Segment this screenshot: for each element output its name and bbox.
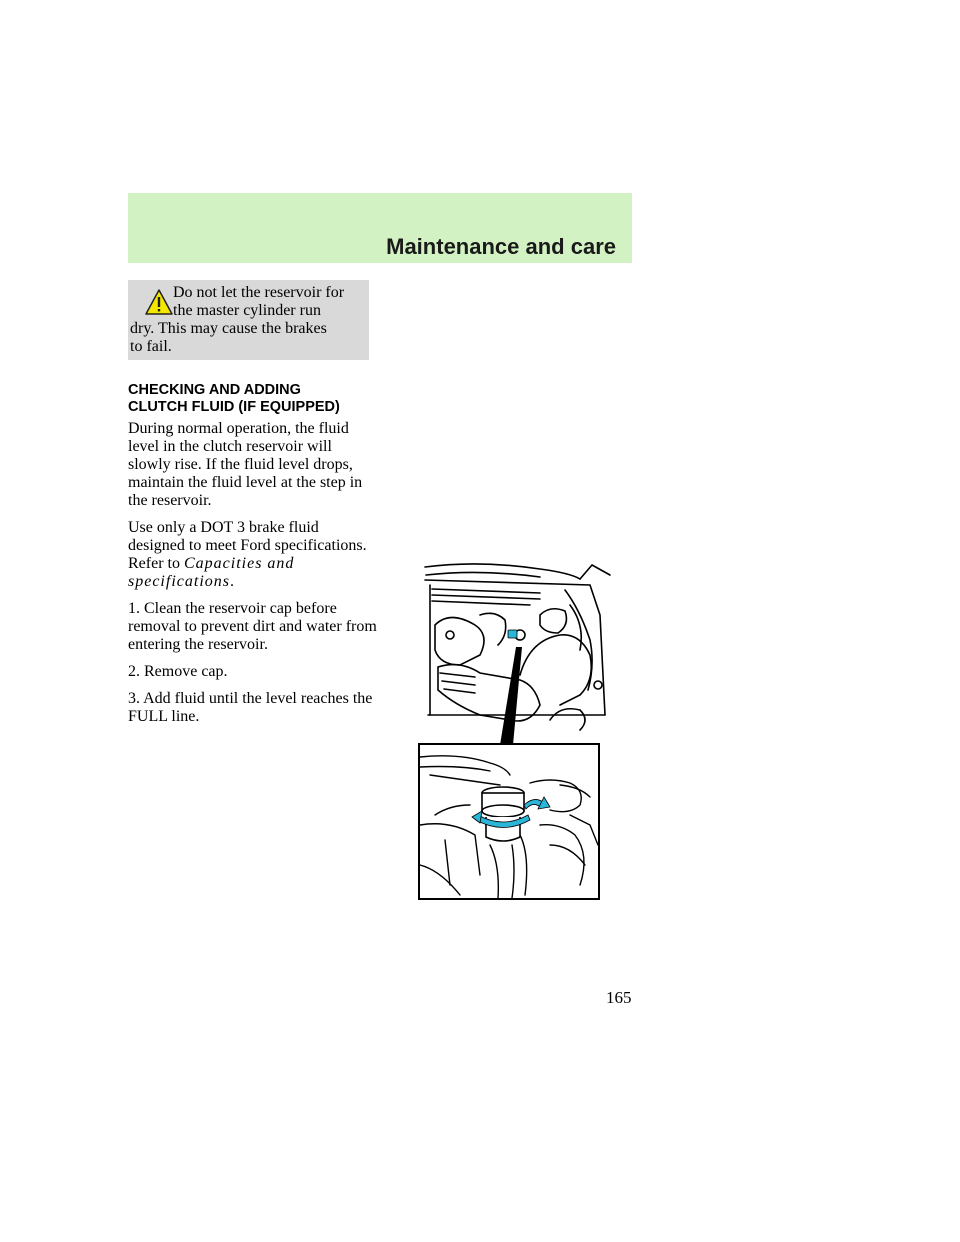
reservoir-cap-drawing [420, 745, 598, 898]
capacities-reference: Capacities and specifications [128, 555, 295, 590]
step-2: 2. Remove cap. [128, 663, 228, 680]
dot3-text: Use only a DOT 3 brake fluid designed to meet Ford specifications. Refer to [128, 519, 367, 572]
step-3: 3. Add fluid until the level reaches the FULL line. [128, 690, 373, 725]
warning-text [128, 284, 364, 356]
section-heading [128, 382, 388, 416]
paragraph-dot3 [128, 519, 378, 591]
heading-line: CLUTCH FLUID (IF EQUIPPED) [128, 399, 340, 415]
engine-compartment-illustration [420, 555, 620, 745]
reservoir-cap-detail-illustration [418, 743, 600, 900]
warning-line: the master cylinder run [173, 302, 321, 319]
heading-line: CHECKING AND ADDING [128, 382, 301, 398]
warning-line: Do not let the reservoir for [173, 284, 345, 301]
section-title: Maintenance and care [386, 234, 616, 259]
warning-line: to fail. [130, 338, 172, 355]
paragraph-fluid-level: During normal operation, the fluid level in the clutch reservoir will slowly rise. If the fluid level drops, maintain the fluid level at the step in the reservoir. [128, 420, 363, 509]
body-text [128, 420, 378, 735]
section-header-band [128, 193, 632, 263]
warning-line: dry. This may cause the brakes [130, 320, 327, 337]
dot3-end: . [229, 573, 234, 590]
page-number: 165 [606, 988, 632, 1007]
warning-box [128, 280, 369, 360]
step-1: 1. Clean the reservoir cap before removal to prevent dirt and water from entering the reservoir. [128, 600, 377, 653]
